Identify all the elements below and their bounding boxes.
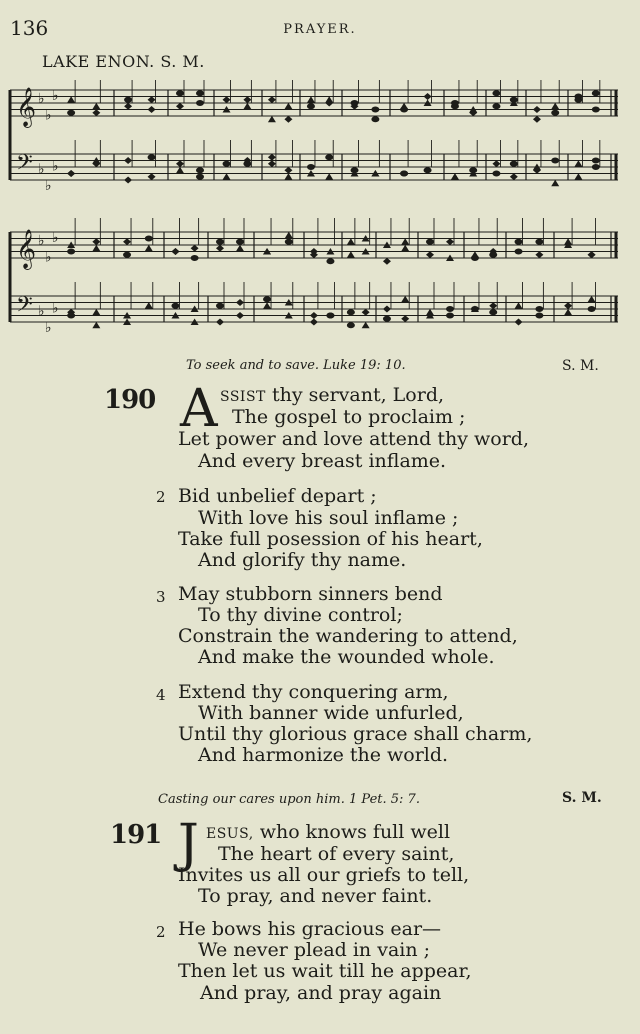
note-head xyxy=(383,258,391,265)
flat-sign: ♭ xyxy=(38,161,45,178)
note-head xyxy=(533,116,541,123)
note-head xyxy=(446,313,454,319)
note-head xyxy=(492,160,500,167)
note-head xyxy=(92,109,100,116)
hymn-190-v2-line-1: Bid unbelief depart ; xyxy=(178,485,377,507)
note-head xyxy=(236,245,244,252)
note-head xyxy=(351,100,359,106)
hymn-190-v1-line-4: And every breast inflame. xyxy=(198,450,447,472)
flat-sign: ♭ xyxy=(52,229,59,246)
note-head xyxy=(489,302,497,309)
hymn-190-v2-line-4: And glorify thy name. xyxy=(198,549,407,571)
tune-name: LAKE ENON. xyxy=(42,52,155,71)
hymn-191-small-caps: ESUS, xyxy=(206,826,254,842)
note-head xyxy=(148,154,156,160)
flat-sign: ♭ xyxy=(38,303,45,320)
note-head xyxy=(92,309,100,316)
note-head xyxy=(196,167,204,173)
note-head xyxy=(148,96,156,103)
hymn-190-v3-line-1: May stubborn sinners bend xyxy=(178,583,443,605)
flat-sign: ♭ xyxy=(45,177,52,194)
note-head xyxy=(515,302,523,309)
note-head xyxy=(67,249,75,255)
note-head xyxy=(515,319,523,326)
flat-sign: ♭ xyxy=(38,233,45,249)
note-head xyxy=(551,110,559,116)
hymn-190-v1-line-2: The gospel to proclaim ; xyxy=(232,406,466,428)
tune-meter: S. M. xyxy=(160,52,205,71)
note-head xyxy=(236,239,244,245)
note-head xyxy=(92,103,100,110)
tune-title xyxy=(42,52,205,71)
note-head xyxy=(196,174,204,180)
note-head xyxy=(171,248,179,255)
note-head xyxy=(351,167,359,173)
note-head xyxy=(148,106,156,113)
note-head xyxy=(67,170,75,177)
note-head xyxy=(145,302,153,309)
note-head xyxy=(426,251,434,258)
flat-sign: ♭ xyxy=(52,158,59,175)
note-head xyxy=(592,158,600,164)
treble-clef: 𝄞 xyxy=(16,229,37,269)
note-head xyxy=(451,100,459,106)
note-head xyxy=(489,309,497,315)
note-head xyxy=(535,306,543,312)
note-head xyxy=(471,255,479,261)
note-head xyxy=(551,180,559,187)
note-head xyxy=(574,160,582,167)
note-head xyxy=(263,296,271,302)
note-head xyxy=(216,303,224,309)
note-head xyxy=(67,110,75,116)
note-head xyxy=(401,245,409,252)
note-head xyxy=(400,107,408,113)
note-head xyxy=(551,103,559,110)
note-head xyxy=(347,238,355,245)
hymn-190-v3-line-4: And make the wounded whole. xyxy=(198,646,495,668)
note-head xyxy=(236,312,244,319)
note-head xyxy=(564,302,572,309)
note-head xyxy=(268,160,276,167)
note-head xyxy=(446,238,454,245)
note-head xyxy=(223,161,231,167)
hymn-191-verse-2-number: 2 xyxy=(156,923,166,941)
system-2 xyxy=(10,218,618,336)
note-head xyxy=(401,238,409,245)
note-head xyxy=(191,245,199,252)
note-head xyxy=(574,173,582,180)
hymn-190-v4-line-2: With banner wide unfurled, xyxy=(198,702,464,724)
hymn-190-first-line xyxy=(220,384,444,406)
note-head xyxy=(145,236,153,242)
note-head xyxy=(564,309,572,316)
note-head xyxy=(223,96,231,103)
note-head xyxy=(326,258,334,264)
hymn-191-v2-line-1: He bows his gracious ear— xyxy=(178,918,442,940)
hymn-191-reference: Casting our cares upon him. 1 Pet. 5: 7. xyxy=(158,792,420,807)
note-head xyxy=(268,116,276,123)
note-head xyxy=(535,313,543,319)
system-1 xyxy=(10,80,618,194)
note-head xyxy=(124,157,132,164)
note-head xyxy=(371,116,379,122)
note-head xyxy=(592,107,600,113)
note-head xyxy=(347,309,355,315)
note-head xyxy=(510,161,518,167)
flat-sign: ♭ xyxy=(38,91,45,107)
note-head xyxy=(268,154,276,161)
hymn-191-v2-line-4: And pray, and pray again xyxy=(200,982,442,1004)
note-head xyxy=(383,306,391,313)
note-head xyxy=(400,171,408,177)
note-head xyxy=(67,313,75,319)
note-head xyxy=(307,96,315,103)
note-head xyxy=(489,252,497,258)
note-head xyxy=(216,245,224,252)
flat-sign: ♭ xyxy=(45,249,52,266)
note-head xyxy=(176,160,184,167)
note-head xyxy=(176,167,184,174)
section-title: PRAYER. xyxy=(283,22,357,37)
note-head xyxy=(510,173,518,180)
bass-clef: 𝄢 xyxy=(16,150,33,181)
note-head xyxy=(588,296,596,303)
hymn-191-drop-cap: J xyxy=(178,814,199,874)
note-head xyxy=(191,255,199,261)
hymn-191-v2-line-3: Then let us wait till he appear, xyxy=(178,960,472,982)
hymn-190-v2-line-2: With love his soul inflame ; xyxy=(198,507,459,529)
note-head xyxy=(285,232,293,239)
note-head xyxy=(401,296,409,303)
note-head xyxy=(243,103,251,110)
note-head xyxy=(588,251,596,258)
hymn-190-small-caps: SSIST xyxy=(220,389,266,405)
flat-sign: ♭ xyxy=(52,87,59,104)
note-head xyxy=(176,103,184,110)
note-head xyxy=(123,238,131,245)
note-head xyxy=(123,252,131,258)
note-head xyxy=(325,154,333,160)
hymn-191-meter: S. M. xyxy=(562,790,602,806)
note-head xyxy=(284,116,292,123)
note-head xyxy=(216,319,224,326)
hymn-190-number: 190 xyxy=(104,385,156,415)
note-head xyxy=(574,97,582,103)
note-head xyxy=(196,90,204,96)
note-head xyxy=(533,106,541,113)
note-head xyxy=(92,238,100,245)
note-head xyxy=(310,312,318,319)
note-head xyxy=(268,96,276,103)
hymn-190-v1-line-3: Let power and love attend thy word, xyxy=(178,428,529,450)
note-head xyxy=(243,96,251,103)
note-head xyxy=(510,97,518,103)
note-head xyxy=(243,161,251,167)
note-head xyxy=(67,96,75,103)
note-head xyxy=(171,303,179,309)
note-head xyxy=(92,245,100,252)
hymn-190-drop-cap: A xyxy=(180,379,218,439)
note-head xyxy=(592,164,600,170)
note-head xyxy=(362,322,370,329)
note-head xyxy=(326,313,334,319)
hymn-190-v4-line-3: Until thy glorious grace shall charm, xyxy=(178,723,533,745)
hymn-190-v4-line-4: And harmonize the world. xyxy=(198,744,449,766)
note-head xyxy=(588,306,596,312)
note-head xyxy=(551,158,559,164)
note-head xyxy=(196,100,204,106)
hymn-190-v4-line-1: Extend thy conquering arm, xyxy=(178,681,449,703)
note-head xyxy=(124,103,132,110)
music-score xyxy=(8,80,626,348)
note-head xyxy=(362,309,370,316)
note-head xyxy=(515,249,523,255)
note-head xyxy=(145,245,153,252)
hymn-190-verse-3-number: 3 xyxy=(156,588,166,606)
hymn-190-v3-line-3: Constrain the wandering to attend, xyxy=(178,625,518,647)
note-head xyxy=(471,306,479,312)
note-head xyxy=(347,322,355,328)
bass-clef: 𝄢 xyxy=(16,292,33,323)
note-head xyxy=(347,251,355,258)
note-head xyxy=(535,239,543,245)
note-head xyxy=(451,173,459,180)
note-head xyxy=(92,160,100,167)
hymn-191-v2-line-2: We never plead in vain ; xyxy=(198,939,431,961)
hymn-190-meter: S. M. xyxy=(562,358,599,374)
note-head xyxy=(424,167,432,174)
note-head xyxy=(307,164,315,170)
note-head xyxy=(307,103,315,109)
treble-clef: 𝄞 xyxy=(16,87,37,127)
flat-sign: ♭ xyxy=(52,300,59,317)
note-head xyxy=(124,97,132,103)
hymn-190-v3-line-2: To thy divine control; xyxy=(198,604,403,626)
note-head xyxy=(383,316,391,322)
note-head xyxy=(263,302,271,309)
note-head xyxy=(176,90,184,96)
page-number: 136 xyxy=(10,16,49,40)
hymn-191-first-line-rest: who knows full well xyxy=(253,821,451,843)
note-head xyxy=(92,322,100,329)
note-head xyxy=(535,251,543,258)
hymn-190-reference: To seek and to save. Luke 19: 10. xyxy=(186,358,406,373)
hymn-190-verse-2-number: 2 xyxy=(156,488,166,506)
note-head xyxy=(223,173,231,180)
note-head xyxy=(592,90,600,96)
note-head xyxy=(424,93,432,100)
note-head xyxy=(124,177,132,184)
note-head xyxy=(371,107,379,113)
note-head xyxy=(284,103,292,110)
note-head xyxy=(284,173,292,180)
hymn-190-v2-line-3: Take full posession of his heart, xyxy=(178,528,483,550)
note-head xyxy=(446,306,454,312)
hymn-191-v1-line-2: The heart of every saint, xyxy=(218,843,455,865)
hymn-191-first-line xyxy=(206,821,450,843)
note-head xyxy=(325,100,333,107)
note-head xyxy=(236,299,244,306)
note-head xyxy=(515,239,523,245)
note-head xyxy=(310,319,318,326)
note-head xyxy=(492,90,500,96)
note-head xyxy=(148,173,156,180)
note-head xyxy=(492,171,500,177)
note-head xyxy=(216,239,224,245)
hymn-191-v1-line-4: To pray, and never faint. xyxy=(198,885,433,907)
flat-sign: ♭ xyxy=(45,319,52,336)
hymn-190-first-line-rest: thy servant, Lord, xyxy=(265,384,445,406)
note-head xyxy=(401,315,409,322)
hymn-191-number: 191 xyxy=(110,820,162,850)
hymn-191-v1-line-3: Invites us all our griefs to tell, xyxy=(178,864,470,886)
hymn-190-verse-4-number: 4 xyxy=(156,686,166,704)
note-head xyxy=(426,239,434,245)
note-head xyxy=(492,103,500,109)
flat-sign: ♭ xyxy=(45,107,52,124)
note-head xyxy=(285,239,293,245)
note-head xyxy=(284,167,292,174)
note-head xyxy=(325,173,333,180)
